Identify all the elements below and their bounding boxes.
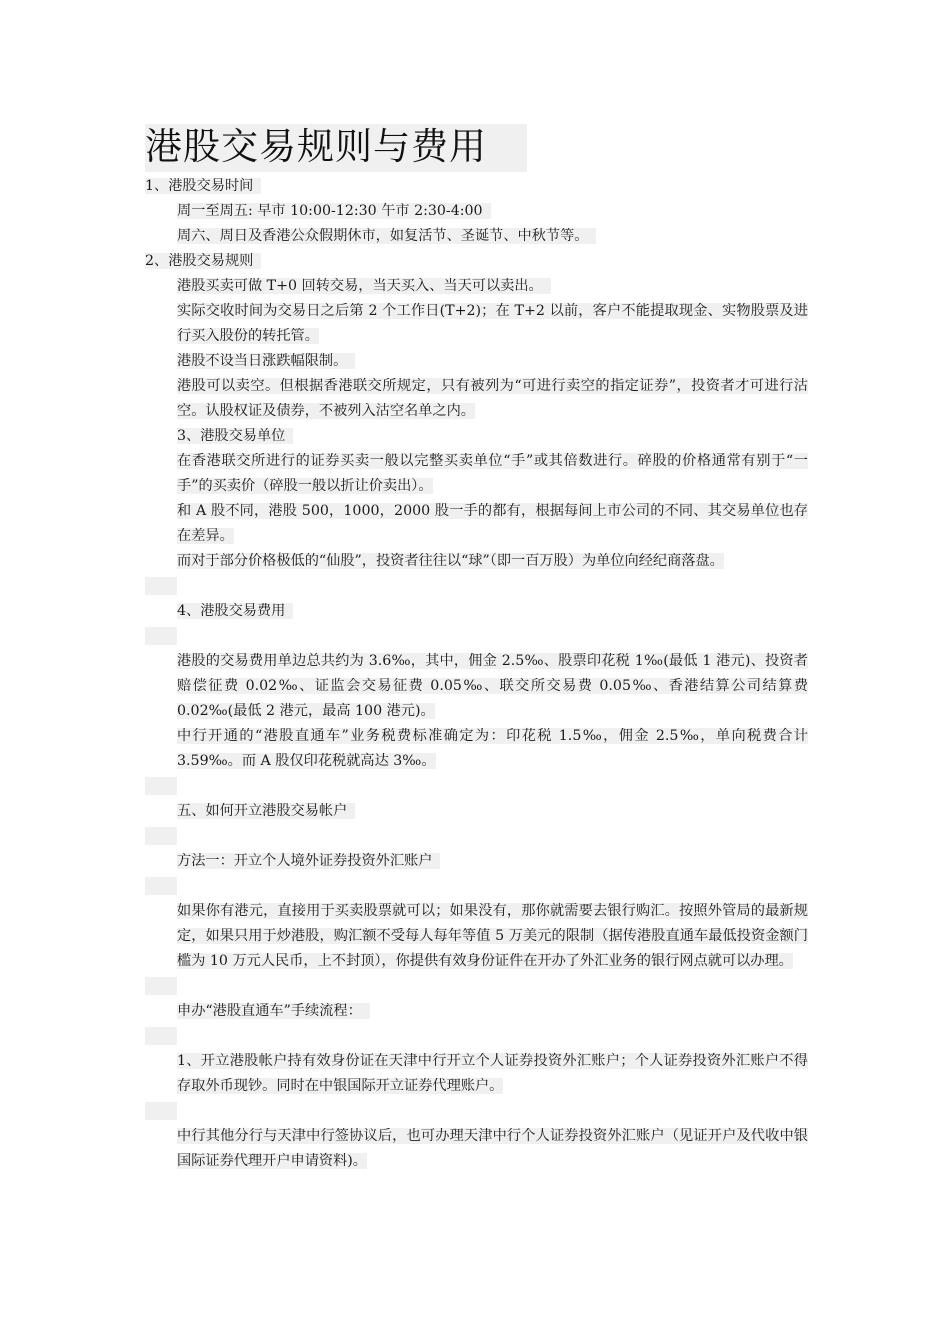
empty-paragraph-marker [145, 1027, 177, 1045]
section-heading-trading-hours: 1、港股交易时间 [145, 174, 808, 199]
section-heading-trading-rules: 2、港股交易规则 [145, 249, 808, 274]
paragraph-holidays: 周六、周日及香港公众假期休市，如复活节、圣诞节、中秋节等。 [145, 224, 808, 249]
paragraph-weekday-hours: 周一至周五: 早市 10:00-12:30 午市 2:30-4:00 [145, 199, 808, 224]
paragraph-penny-stocks: 而对于部分价格极低的“仙股”，投资者往往以“球”（即一百万股）为单位向经纪商落盘。 [177, 553, 724, 569]
section-heading-trading-unit: 3、港股交易单位 [145, 424, 808, 449]
section-heading-trading-fees: 4、港股交易费用 [145, 599, 808, 624]
paragraph-fee-breakdown: 港股的交易费用单边总共约为 3.6‰，其中，佣金 2.5‰、股票印花税 1‰(最低 1 港元)、投资者赔偿征费 0.02‰、证监会交易征费 0.05‰、联交所交易费 0.05‰、香港结算公司结算费 0.02‰(最低 2 港元，最高 100 港元)。 [177, 653, 808, 719]
paragraph-board-lot: 在香港联交所进行的证券买卖一般以完整买卖单位“手”或其倍数进行。碎股的价格通常有别于“一手”的买卖价（碎股一般以折让价卖出）。 [177, 453, 808, 494]
empty-paragraph-marker [145, 877, 177, 895]
empty-paragraph-marker [145, 827, 177, 845]
paragraph-other-branches: 中行其他分行与天津中行签协议后，也可办理天津中行个人证券投资外汇账户（见证开户及代收中银国际证券代理开户申请资料)。 [177, 1128, 808, 1169]
paragraph-settlement: 实际交收时间为交易日之后第 2 个工作日(T+2)；在 T+2 以前，客户不能提取现金、实物股票及进行买入股份的转托管。 [177, 303, 808, 344]
section-heading-open-account: 五、如何开立港股交易帐户 [145, 799, 808, 824]
paragraph-currency-exchange: 如果你有港元，直接用于买卖股票就可以；如果没有，那你就需要去银行购汇。按照外管局的最新规定，如果只用于炒港股，购汇额不受每人每年等值 5 万美元的限制（据传港股直通车最低投资金额门槛为 10 万元人民币，上不封顶），你提供有效身份证件在开办了外汇业务的银行网点就可以办理。 [177, 903, 808, 969]
paragraph-boc-fees: 中行开通的“港股直通车”业务税费标准确定为：印花税 1.5‰，佣金 2.5‰，单向税费合计 3.59‰。而 A 股仅印花税就高达 3‰。 [177, 728, 808, 769]
document-title: 港股交易规则与费用 [145, 124, 527, 172]
paragraph-t0-trading: 港股买卖可做 T+0 回转交易，当天买入、当天可以卖出。 [145, 274, 808, 299]
paragraph-procedure-heading: 申办“港股直通车”手续流程： [145, 999, 808, 1024]
empty-paragraph-marker [145, 777, 177, 795]
paragraph-lot-size: 和 A 股不同，港股 500，1000，2000 股一手的都有，根据每间上市公司的不同、其交易单位也存在差异。 [177, 503, 808, 544]
paragraph-no-price-limit: 港股不设当日涨跌幅限制。 [145, 349, 808, 374]
paragraph-method-one: 方法一：开立个人境外证券投资外汇账户 [145, 849, 808, 874]
paragraph-short-selling: 港股可以卖空。但根据香港联交所规定，只有被列为“可进行卖空的指定证券”，投资者才可进行沽空。认股权证及债券，不被列入沽空名单之内。 [177, 378, 808, 419]
empty-paragraph-marker [145, 977, 177, 995]
empty-paragraph-marker [145, 627, 177, 645]
document-body [145, 124, 808, 1174]
empty-paragraph-marker [145, 577, 177, 595]
empty-paragraph-marker [145, 1102, 177, 1120]
paragraph-step-one: 1、开立港股帐户持有效身份证在天津中行开立个人证券投资外汇账户；个人证券投资外汇账户不得存取外币现钞。同时在中银国际开立证券代理账户。 [177, 1053, 808, 1094]
